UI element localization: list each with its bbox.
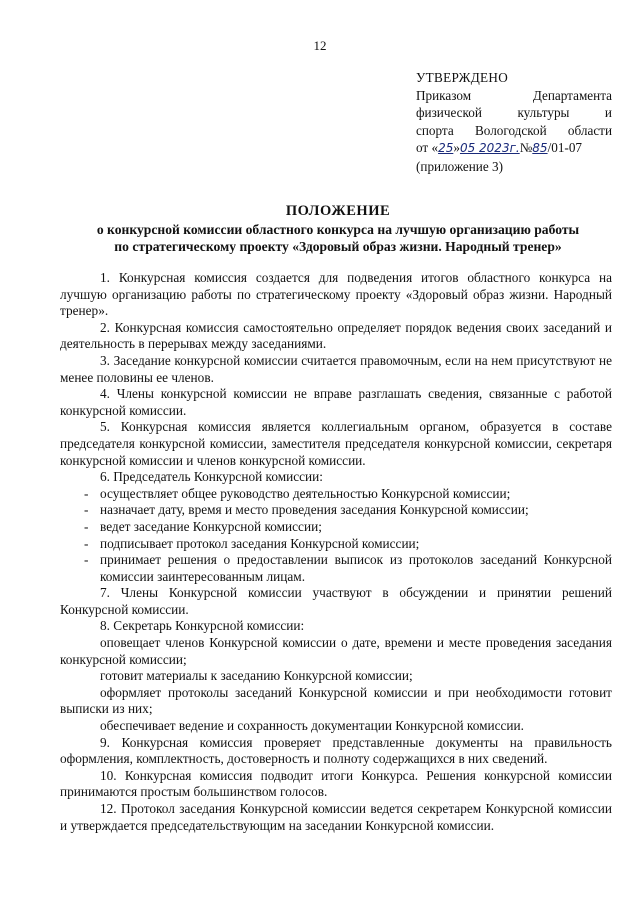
- paragraph-5: 5. Конкурсная комиссия является коллегиальным органом, образуется в составе председателя конкурсной комиссии, заместителя председателя конкурсной комиссии, секретаря конкурсной комиссии и членов конкурсной комиссии.: [60, 419, 612, 468]
- approval-appendix: (приложение 3): [416, 158, 503, 174]
- chair-duty-4: - подписывает протокол заседания Конкурсной комиссии;: [84, 535, 420, 551]
- chair-duty-1: - осуществляет общее руководство деятельностью Конкурсной комиссии;: [84, 485, 511, 501]
- document-title: [60, 203, 616, 255]
- chair-duty-2: - назначает дату, время и место проведения заседания Конкурсной комиссии;: [84, 502, 529, 518]
- date-month-year-handwritten: 05 2023г.: [459, 141, 520, 155]
- approval-block: [416, 69, 612, 175]
- approval-line-2: физической культуры и: [416, 105, 612, 120]
- date-prefix: от «: [416, 140, 439, 155]
- paragraph-9: 9. Конкурсная комиссия проверяет представленные документы на правильность оформления, комплектность, достоверность и полноту содержащихся в них сведений.: [60, 734, 612, 767]
- title-main: ПОЛОЖЕНИЕ: [285, 203, 391, 219]
- order-number-handwritten: 85: [532, 141, 548, 155]
- chair-duty-3: - ведет заседание Конкурсной комиссии;: [84, 518, 322, 534]
- order-number-suffix: /01-07: [547, 140, 583, 155]
- chair-duty-5: - принимает решения о предоставлении выписок из протоколов заседаний Конкурсной комиссии заинтересованным лицам.: [84, 552, 612, 584]
- approval-date-line: [416, 139, 612, 158]
- approval-line-3: спорта Вологодской области: [416, 122, 612, 138]
- title-line-2: по стратегическому проекту «Здоровый образ жизни. Народный тренер»: [114, 239, 562, 254]
- paragraph-8: 8. Секретарь Конкурсной комиссии:: [100, 618, 305, 634]
- title-line-1: о конкурсной комиссии областного конкурса на лучшую организацию работы: [96, 222, 580, 237]
- secretary-duty-3: оформляет протоколы заседаний Конкурсной комиссии и при необходимости готовит выписки из них;: [60, 684, 612, 717]
- paragraph-1: 1. Конкурсная комиссия создается для подведения итогов областного конкурса на лучшую организацию работы по стратегическому проекту «Здоровый образ жизни. Народный тренер».: [60, 270, 612, 319]
- paragraph-3: 3. Заседание конкурсной комиссии считается правомочным, если на нем присутствуют не менее половины ее членов.: [60, 352, 612, 385]
- secretary-duty-2: готовит материалы к заседанию Конкурсной комиссии;: [100, 668, 413, 684]
- paragraph-6: 6. Председатель Конкурсной комиссии:: [100, 469, 323, 485]
- secretary-duty-4: обеспечивает ведение и сохранность документации Конкурсной комиссии.: [100, 718, 524, 734]
- order-number-label: №: [519, 140, 533, 155]
- date-day-handwritten: 25: [438, 141, 454, 155]
- secretary-duty-1: оповещает членов Конкурсной комиссии о дате, времени и месте проведения заседания конкурсной комиссии;: [60, 635, 612, 667]
- paragraph-10: 10. Конкурсная комиссия подводит итоги Конкурса. Решения конкурсной комиссии принимаются простым большинством голосов.: [60, 767, 612, 800]
- paragraph-7: 7. Члены Конкурсной комиссии участвуют в обсуждении и принятии решений Конкурсной комиссии.: [60, 585, 612, 617]
- paragraph-4: 4. Члены конкурсной комиссии не вправе разглашать сведения, связанные с работой конкурсной комиссии.: [60, 386, 612, 418]
- document-body: [60, 270, 612, 834]
- paragraph-2: 2. Конкурсная комиссия самостоятельно определяет порядок ведения своих заседаний и деятельность в перерывах между заседаниями.: [60, 319, 612, 352]
- approval-line-1: Приказом Департамента: [416, 87, 612, 103]
- approval-heading: УТВЕРЖДЕНО: [416, 70, 509, 85]
- date-mid: »: [453, 140, 460, 155]
- page-number: 12: [313, 38, 327, 53]
- paragraph-12: 12. Протокол заседания Конкурсной комиссии ведется секретарем Конкурсной комиссии и утверждается председательствующим на заседании Конкурсной комиссии.: [60, 801, 612, 833]
